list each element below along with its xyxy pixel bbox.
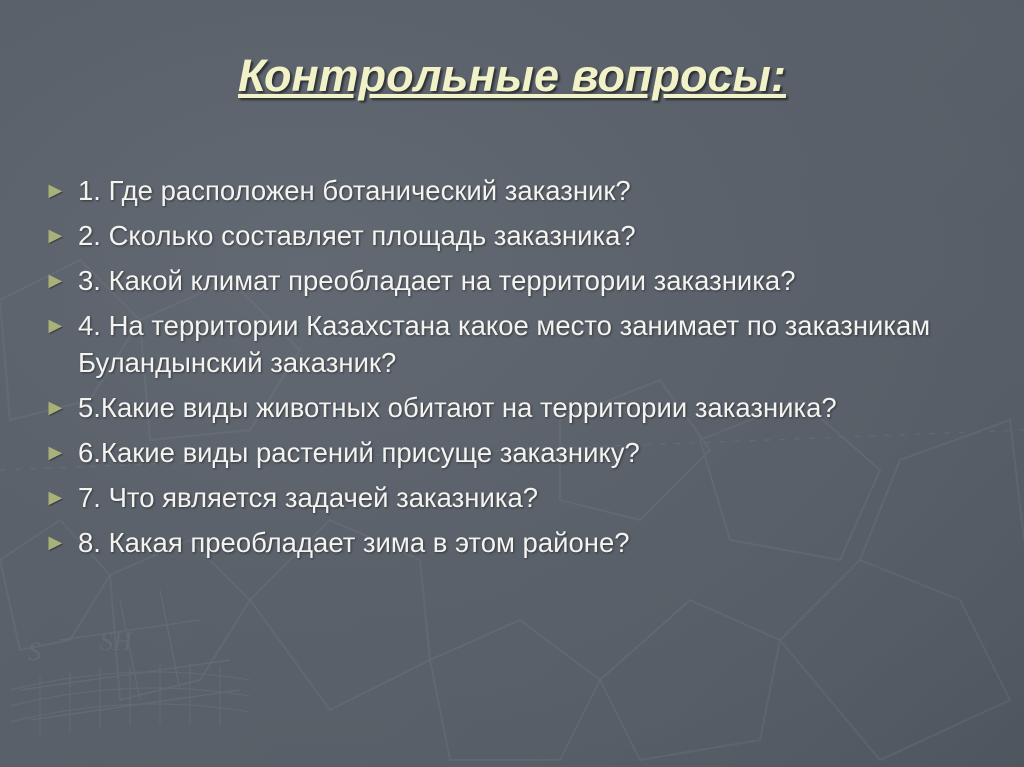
bullet-marker-icon: ► bbox=[44, 394, 67, 420]
list-item bbox=[36, 524, 988, 561]
bullet-marker-icon: ► bbox=[44, 267, 67, 293]
list-item bbox=[36, 434, 988, 471]
bullet-marker-icon: ► bbox=[44, 529, 67, 555]
bullet-marker-icon: ► bbox=[44, 439, 67, 465]
list-item bbox=[36, 262, 988, 299]
page-title: Контрольные вопросы: bbox=[238, 50, 786, 101]
list-item bbox=[36, 172, 988, 209]
list-item bbox=[36, 217, 988, 254]
question-text: 5.Какие виды животных обитают на территории заказника? bbox=[78, 392, 837, 423]
question-text: 6.Какие виды растений присуще заказнику? bbox=[78, 437, 640, 468]
question-text: 8. Какая преобладает зима в этом районе? bbox=[78, 527, 630, 558]
list-item bbox=[36, 307, 988, 381]
svg-text:S: S bbox=[28, 637, 41, 666]
svg-text:SH: SH bbox=[100, 627, 132, 656]
question-text: 2. Сколько составляет площадь заказника? bbox=[78, 220, 636, 251]
question-text: 3. Какой климат преобладает на территории заказника? bbox=[78, 265, 796, 296]
question-text: 7. Что является задачей заказника? bbox=[78, 482, 539, 513]
question-text: 4. На территории Казахстана какое место занимает по заказникам Буландынский заказник? bbox=[78, 310, 931, 378]
bullet-marker-icon: ► bbox=[44, 222, 67, 248]
list-item bbox=[36, 389, 988, 426]
list-item bbox=[36, 479, 988, 516]
bullet-marker-icon: ► bbox=[44, 177, 67, 203]
questions-list bbox=[36, 172, 988, 569]
bullet-marker-icon: ► bbox=[44, 312, 67, 338]
bullet-marker-icon: ► bbox=[44, 484, 67, 510]
question-text: 1. Где расположен ботанический заказник? bbox=[78, 175, 631, 206]
